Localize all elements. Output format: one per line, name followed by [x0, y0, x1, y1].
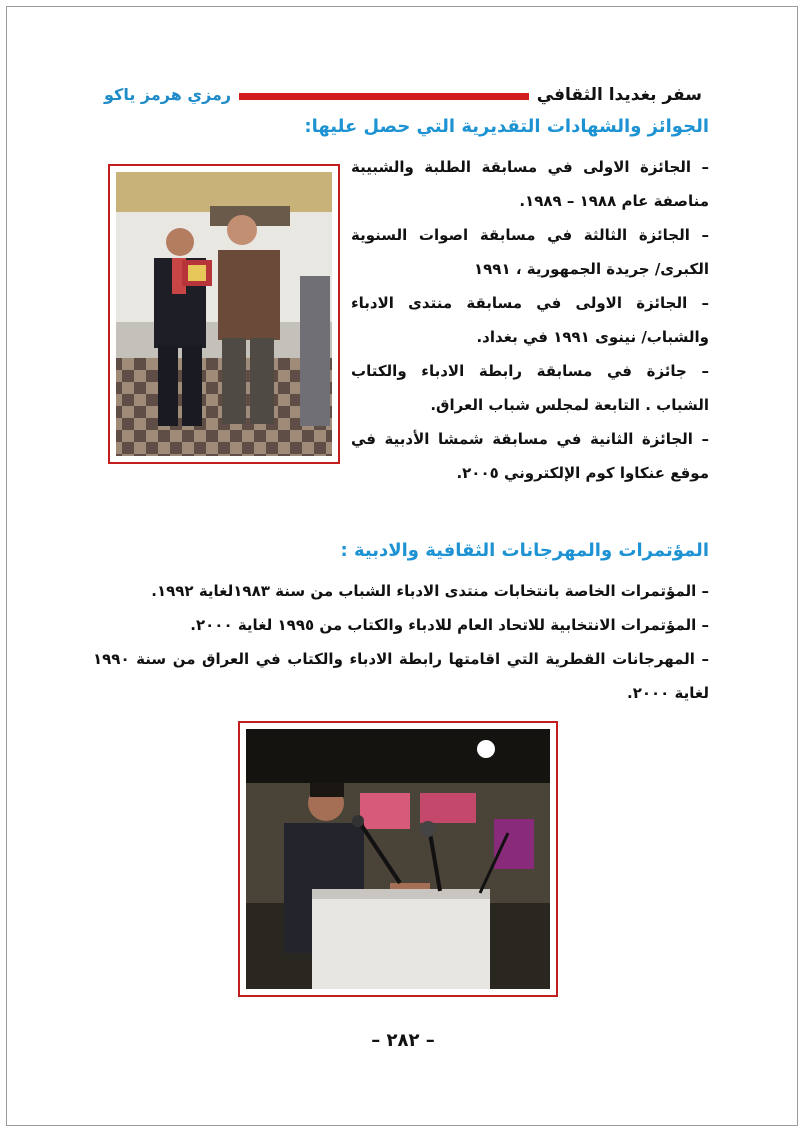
author-name: رمزي هرمز ياكو — [96, 80, 239, 110]
award-item: – الجائزة الاولى في مسابقة منتدى الادباء والشباب/ نينوى ١٩٩١ في بغداد. — [351, 294, 709, 346]
conference-item: – المؤتمرات الخاصة بانتخابات منتدى الادباء الشباب من سنة ١٩٨٣لغاية ١٩٩٢. — [151, 582, 709, 600]
page-number: – ٢٨٢ – — [371, 1030, 435, 1051]
award-item: – الجائزة الثانية في مسابقة شمشا الأدبية في موقع عنكاوا كوم الإلكتروني ٢٠٠٥. — [351, 430, 709, 482]
awards-list — [351, 150, 709, 490]
award-item: – جائزة في مسابقة رابطة الادباء والكتاب الشباب . التابعة لمجلس شباب العراق. — [351, 362, 709, 414]
book-title: سفر بغديدا الثقافي — [529, 80, 710, 110]
conference-item: – المهرجانات القطرية التي اقامتها رابطة الادباء والكتاب في العراق من سنة ١٩٩٠ لغاية ٢٠٠٠. — [93, 650, 709, 702]
conferences-heading: المؤتمرات والمهرجانات الثقافية والادبية : — [340, 540, 709, 561]
award-item: – الجائزة الاولى في مسابقة الطلبة والشبيبة مناصفة عام ١٩٨٨ – ١٩٨٩. — [351, 158, 709, 210]
awards-heading: الجوائز والشهادات التقديرية التي حصل عليها: — [304, 116, 709, 137]
conference-item: – المؤتمرات الانتخابية للاتحاد العام للادباء والكتاب من ١٩٩٥ لغاية ٢٠٠٠. — [190, 616, 709, 634]
speaker-podium-photo — [238, 721, 558, 997]
award-ceremony-photo — [108, 164, 340, 464]
award-item: – الجائزة الثالثة في مسابقة اصوات السنوية الكبرى/ جريدة الجمهورية ، ١٩٩١ — [351, 226, 709, 278]
conferences-list — [93, 574, 709, 710]
